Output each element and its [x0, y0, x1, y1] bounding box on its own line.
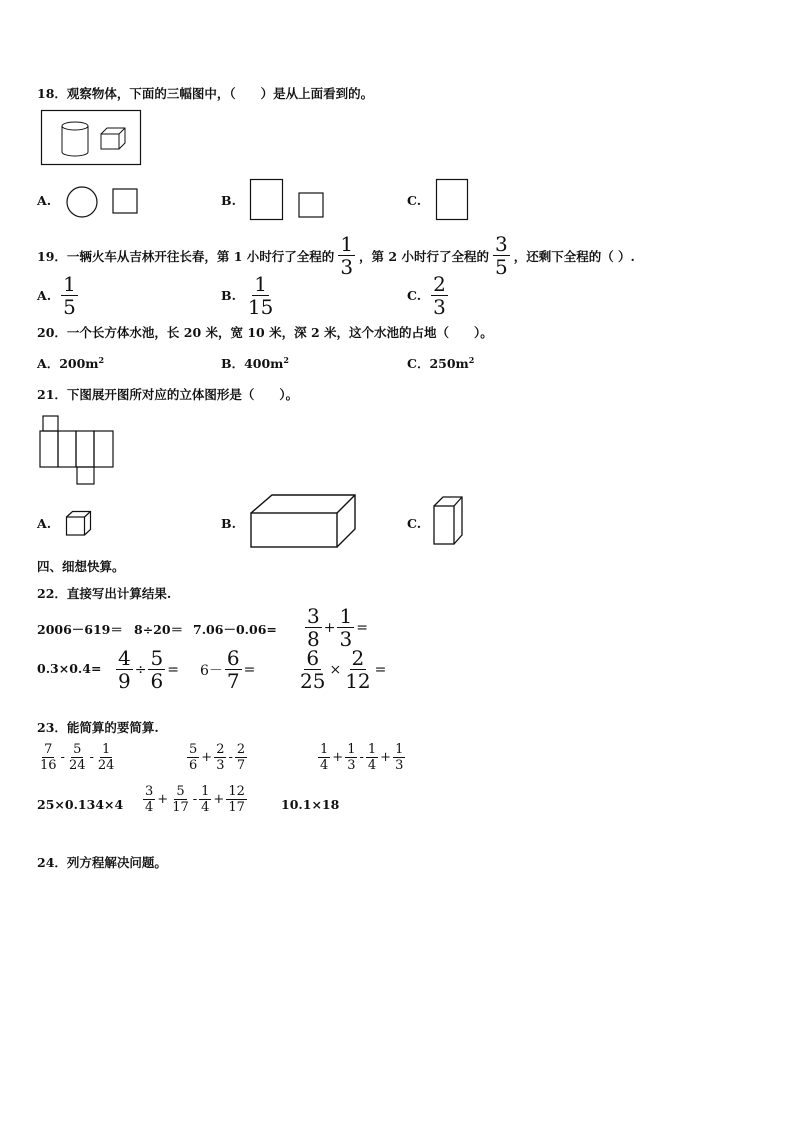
- q23-e3-f1-denominator: 4: [320, 758, 329, 773]
- q21-option-c-label: C.: [407, 516, 422, 531]
- q23-e3-f3-numerator: 1: [367, 742, 377, 757]
- q20-option-b-value: 400m: [244, 356, 284, 371]
- q18-option-b-figure[interactable]: [250, 179, 330, 221]
- q22-expr-6: [116, 648, 181, 691]
- q20-option-c[interactable]: [407, 354, 474, 372]
- q23-e3-fraction-4: [393, 743, 405, 772]
- q18-option-c-label: C.: [407, 193, 422, 208]
- q20-option-a-label: A．: [37, 356, 60, 371]
- q23-e5-operator-2: -: [192, 792, 198, 807]
- q19-option-b-fraction: [246, 274, 275, 317]
- q23-e1-operator-1: -: [60, 750, 65, 765]
- q23-e2-fraction-2: [214, 743, 226, 772]
- q22-e6-b-numerator: 5: [150, 646, 164, 670]
- q23-e5-fraction-4: [226, 785, 247, 814]
- q22-e4-a-denominator: 8: [307, 627, 320, 651]
- q23-expr-4: 25×0.134×4: [37, 797, 124, 812]
- q22-expr-3: 7.06－0.06=: [193, 622, 277, 637]
- q23-e2-f1-denominator: 6: [189, 758, 198, 773]
- q19-fraction-1-denominator: 3: [340, 255, 354, 279]
- q20-option-a-sup: 2: [98, 354, 105, 365]
- q22-e4-operator: +: [323, 619, 336, 636]
- q22-e6-fraction-b: [148, 648, 165, 691]
- q23-expr-1: [38, 743, 116, 772]
- q20-option-c-value: 250m: [429, 356, 469, 371]
- q23-e2-operator-2: -: [228, 750, 233, 765]
- q20-text: 20．一个长方体水池，长 20 米，宽 10 米，深 2 米，这个水池的占地（ ）。: [37, 325, 493, 340]
- q23-e2-fraction-1: [187, 743, 199, 772]
- q20-option-b-label: B．: [221, 356, 245, 371]
- q22-e8-a-denominator: 25: [300, 669, 326, 693]
- q22-e8-operator: ×: [329, 661, 342, 678]
- q23-e1-f2-numerator: 5: [73, 742, 82, 757]
- q23-e5-f4-denominator: 17: [228, 800, 245, 815]
- q22-e4-b-numerator: 1: [339, 604, 353, 628]
- q23-e2-operator-1: +: [201, 750, 213, 765]
- q23-expr-2: [187, 743, 247, 772]
- q22-e8-b-denominator: 12: [345, 669, 371, 693]
- q23-e3-fraction-3: [366, 743, 378, 772]
- q22-text: 22．直接写出计算结果.: [37, 586, 172, 601]
- q23-e1-f3-numerator: 1: [102, 742, 111, 757]
- q23-text: 23．能简算的要简算.: [37, 720, 159, 735]
- q23-expr-3: [318, 743, 405, 772]
- q22-e6-b-denominator: 6: [150, 669, 164, 693]
- q22-e8-fraction-b: [343, 648, 372, 691]
- q19-mid: ，第 2 小时行了全程的: [359, 248, 489, 264]
- q23-e1-f3-denominator: 24: [97, 758, 115, 773]
- q23-e3-operator-3: +: [380, 750, 392, 765]
- q18-object-figure: [41, 110, 141, 166]
- q22-e6-fraction-a: [116, 648, 133, 691]
- q22-expr-2: 8÷20＝: [134, 622, 184, 637]
- q23-e5-fraction-1: [143, 785, 155, 814]
- q20-option-a-value: 200m: [59, 356, 99, 371]
- q22-expr-4: [305, 606, 370, 649]
- q24-text: 24．列方程解决问题。: [37, 855, 167, 870]
- q22-e8-equals: =: [374, 661, 387, 678]
- q19-option-c-fraction: [431, 274, 448, 317]
- q18-option-a-figure[interactable]: [66, 187, 146, 219]
- q23-e2-fraction-3: [235, 743, 247, 772]
- q21-option-b-label: B.: [221, 516, 236, 531]
- q23-e3-f4-numerator: 1: [395, 742, 404, 757]
- q23-e2-f2-numerator: 2: [216, 742, 225, 757]
- q22-e4-equals: =: [356, 619, 368, 636]
- q23-e5-f2-numerator: 5: [176, 784, 185, 799]
- q23-e5-f3-numerator: 1: [201, 784, 210, 799]
- q19-option-a-denominator: 5: [63, 295, 76, 319]
- q21-option-c-prism-figure[interactable]: [433, 496, 465, 546]
- q19-option-b[interactable]: [221, 274, 275, 317]
- q22-e7-denominator: 7: [226, 669, 240, 693]
- q22-e7-fraction: [225, 648, 242, 691]
- q19-option-b-numerator: 1: [254, 272, 268, 296]
- q19-fraction-2-numerator: 3: [494, 232, 508, 256]
- q23-e3-operator-1: +: [332, 750, 344, 765]
- q19-option-a[interactable]: [37, 274, 78, 317]
- q18-option-c-figure[interactable]: [436, 179, 470, 221]
- q22-e7-prefix: 6－: [200, 662, 223, 679]
- q23-e2-f3-numerator: 2: [236, 742, 246, 757]
- q19-fraction-1-numerator: 1: [340, 232, 354, 256]
- q23-e5-f2-denominator: 17: [172, 800, 189, 815]
- q20-option-c-sup: 2: [468, 354, 475, 365]
- q21-net-figure: [40, 414, 116, 486]
- q19-text: [37, 234, 635, 277]
- q23-e5-f1-numerator: 3: [145, 784, 154, 799]
- q23-e2-f3-denominator: 7: [236, 758, 246, 773]
- q22-e6-a-denominator: 9: [118, 669, 131, 693]
- q23-e3-f2-numerator: 1: [347, 742, 356, 757]
- q23-e2-f1-numerator: 5: [189, 742, 198, 757]
- q19-option-c-numerator: 2: [433, 272, 446, 296]
- q22-expr-5: 0.3×0.4=: [37, 661, 102, 676]
- q23-e3-f2-denominator: 3: [347, 758, 356, 773]
- q21-option-a-label: A.: [37, 516, 52, 531]
- q22-expr-8: [298, 648, 388, 691]
- q22-e7-equals: =: [243, 661, 256, 678]
- q23-e1-fraction-1: [38, 743, 59, 772]
- q22-e8-a-numerator: 6: [306, 646, 320, 670]
- q23-e3-fraction-2: [345, 743, 357, 772]
- q23-e1-fraction-3: [96, 743, 117, 772]
- q23-expr-6: 10.1×18: [281, 797, 340, 812]
- q22-expr-1: 2006－619＝: [37, 622, 123, 637]
- q23-e1-f1-numerator: 7: [44, 742, 53, 757]
- q18-option-a-label: A.: [37, 193, 52, 208]
- q21-option-a-cube-figure[interactable]: [66, 511, 94, 537]
- q23-e5-f3-denominator: 4: [201, 800, 210, 815]
- q19-option-c[interactable]: [407, 274, 448, 317]
- q22-e6-a-numerator: 4: [118, 646, 131, 670]
- q22-e8-fraction-a: [298, 648, 327, 691]
- q23-e5-operator-1: +: [157, 792, 169, 807]
- q23-e1-fraction-2: [67, 743, 88, 772]
- q20-option-c-label: C．: [407, 356, 430, 371]
- q22-e4-fraction-b: [337, 606, 354, 649]
- q19-option-a-label: A.: [37, 288, 52, 303]
- q22-e4-b-denominator: 3: [339, 627, 353, 651]
- q19-option-a-fraction: [61, 274, 78, 317]
- q22-e4-fraction-a: [305, 606, 322, 649]
- q23-e3-f3-denominator: 4: [367, 758, 377, 773]
- q23-e3-fraction-1: [318, 743, 330, 772]
- q23-e5-f4-numerator: 12: [228, 784, 245, 799]
- q19-option-b-label: B.: [221, 288, 236, 303]
- q19-option-c-denominator: 3: [433, 295, 446, 319]
- q22-expr-7: [198, 648, 257, 691]
- q19-prefix: 19．一辆火车从吉林开往长春，第 1 小时行了全程的: [37, 248, 335, 264]
- q19-fraction-1: [338, 234, 355, 277]
- q23-e1-f2-denominator: 24: [68, 758, 86, 773]
- q19-suffix: ，还剩下全程的（ ）.: [513, 248, 635, 264]
- q23-e1-operator-2: -: [89, 750, 94, 765]
- q22-e7-numerator: 6: [226, 646, 240, 670]
- q22-e4-a-numerator: 3: [307, 604, 320, 628]
- q22-e6-equals: =: [167, 661, 179, 678]
- q19-option-a-numerator: 1: [63, 272, 76, 296]
- q20-option-b-sup: 2: [283, 354, 289, 365]
- section-4-heading: 四、细想快算。: [37, 559, 125, 574]
- q18-text: 18．观察物体，下面的三幅图中，（ ）是从上面看到的。: [37, 86, 374, 101]
- q21-text: 21．下图展开图所对应的立体图形是（ ）。: [37, 387, 299, 402]
- q19-option-b-denominator: 15: [247, 295, 274, 319]
- q23-e3-f4-denominator: 3: [395, 758, 404, 773]
- q22-e6-operator: ÷: [134, 661, 147, 678]
- q23-e2-f2-denominator: 3: [216, 758, 225, 773]
- q19-fraction-2-denominator: 5: [494, 255, 508, 279]
- q23-e3-f1-numerator: 1: [320, 742, 329, 757]
- q23-e5-f1-denominator: 4: [145, 800, 154, 815]
- q22-e8-b-numerator: 2: [351, 646, 365, 670]
- q23-e1-f1-denominator: 16: [40, 758, 57, 773]
- q23-e5-operator-3: +: [213, 792, 225, 807]
- q19-option-c-label: C.: [407, 288, 422, 303]
- q20-option-b[interactable]: [221, 354, 289, 372]
- q21-option-b-cuboid-figure[interactable]: [249, 493, 359, 549]
- q20-option-a[interactable]: [37, 354, 104, 372]
- q23-e5-fraction-2: [170, 785, 191, 814]
- q23-e3-operator-2: -: [359, 750, 364, 765]
- q19-fraction-2: [493, 234, 510, 277]
- q23-e5-fraction-3: [199, 785, 211, 814]
- q18-option-b-label: B.: [221, 193, 236, 208]
- q23-expr-5: [143, 785, 247, 814]
